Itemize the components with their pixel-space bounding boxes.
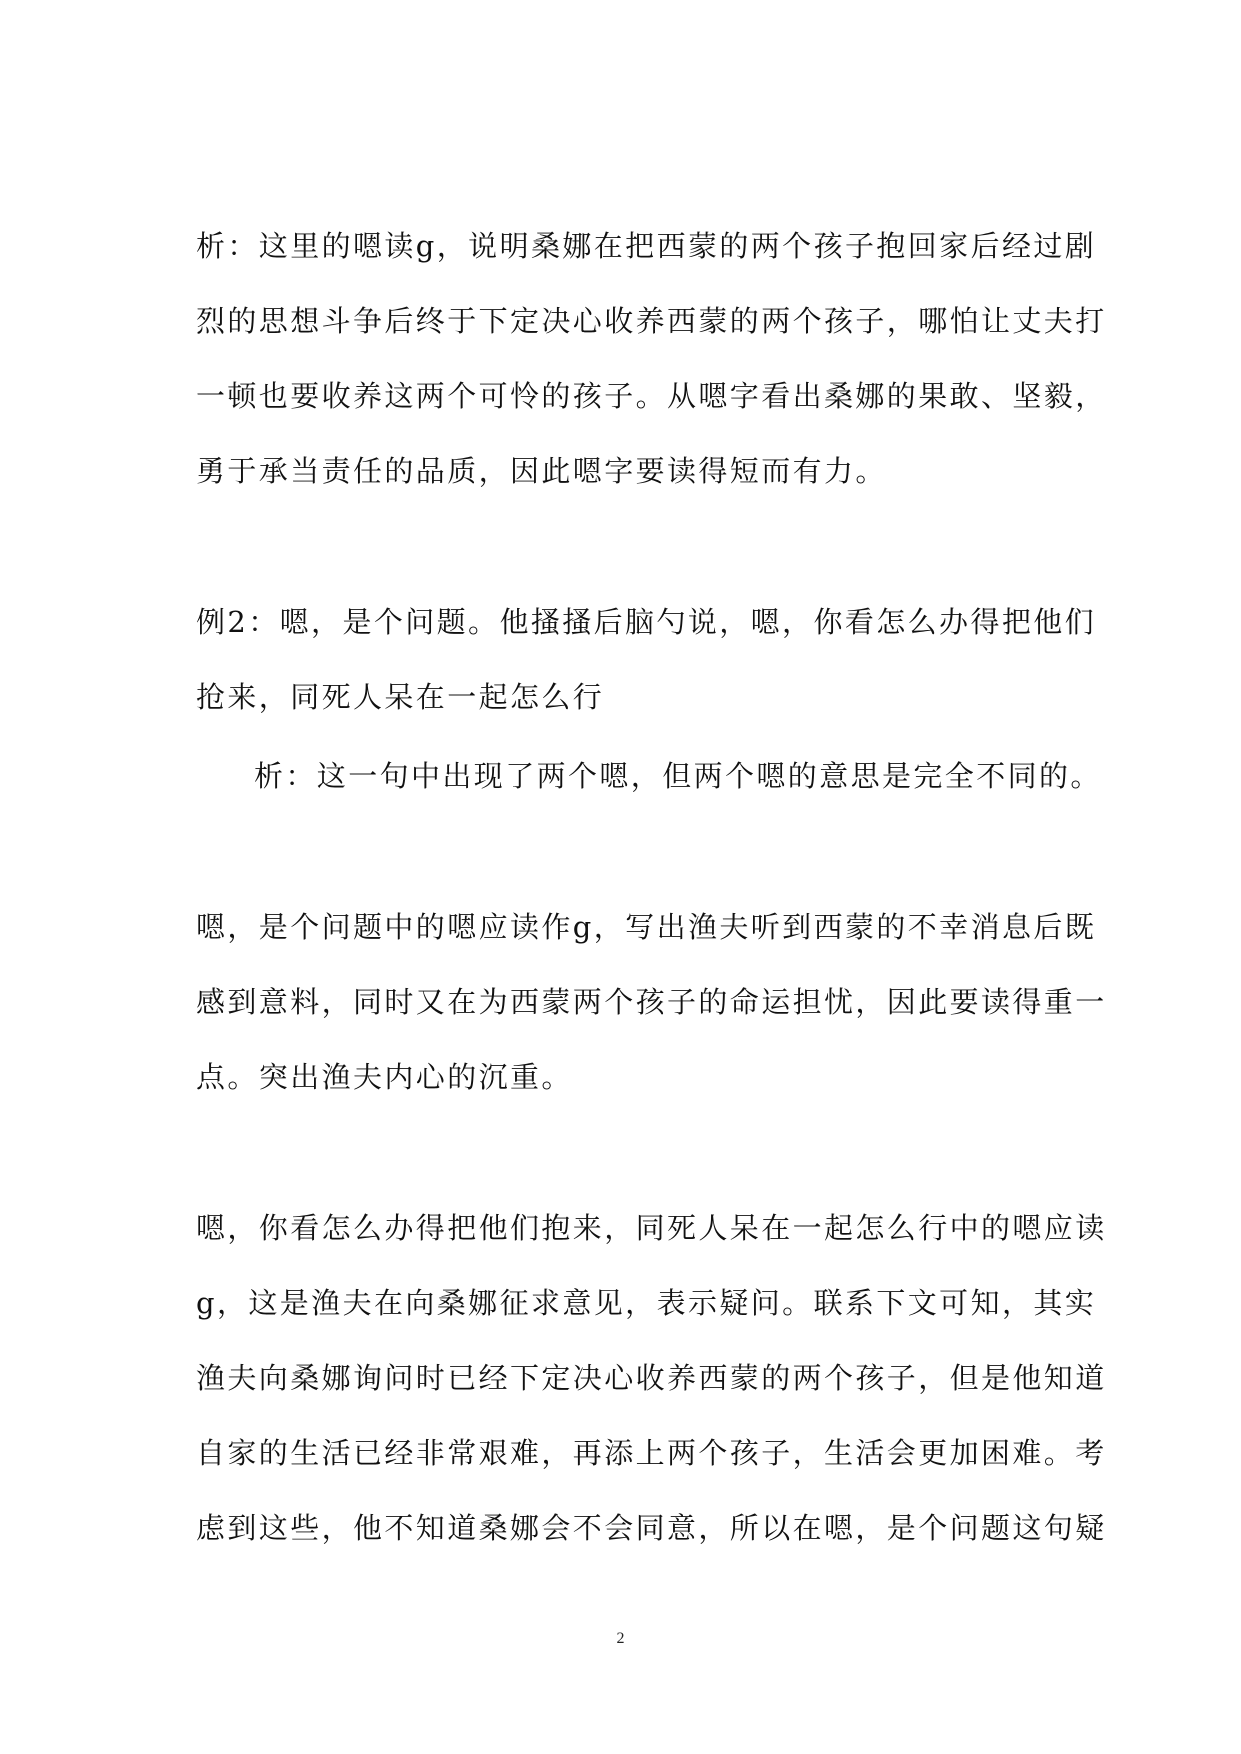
text-line: 感到意料，同时又在为西蒙两个孩子的命运担忧，因此要读得重一 [196, 985, 1107, 1019]
text-line: 虑到这些，他不知道桑娜会不会同意，所以在嗯，是个问题这句疑 [196, 1511, 1107, 1545]
text-line: 嗯，是个问题中的嗯应读作g，写出渔夫听到西蒙的不幸消息后既 [196, 910, 1097, 944]
text-line: g，这是渔夫在向桑娜征求意见，表示疑问。联系下文可知，其实 [196, 1286, 1097, 1320]
page-number: 2 [616, 1630, 625, 1647]
text-line: 点。突出渔夫内心的沉重。 [196, 1060, 573, 1094]
text-line: 一顿也要收养这两个可怜的孩子。从嗯字看出桑娜的果敢、坚毅， [196, 379, 1107, 413]
text-line: 抢来，同死人呆在一起怎么行 [196, 680, 605, 714]
text-line: 自家的生活已经非常艰难，再添上两个孩子，生活会更加困难。考 [196, 1436, 1107, 1470]
text-line: 析：这一句中出现了两个嗯，但两个嗯的意思是完全不同的。 [254, 759, 1102, 793]
text-line: 嗯，你看怎么办得把他们抱来，同死人呆在一起怎么行中的嗯应读 [196, 1211, 1107, 1245]
text-line: 析：这里的嗯读g，说明桑娜在把西蒙的两个孩子抱回家后经过剧 [196, 229, 1097, 263]
text-line: 例2：嗯，是个问题。他搔搔后脑勺说，嗯，你看怎么办得把他们 [196, 605, 1097, 639]
text-line: 烈的思想斗争后终于下定决心收养西蒙的两个孩子，哪怕让丈夫打 [196, 304, 1107, 338]
text-line: 渔夫向桑娜询问时已经下定决心收养西蒙的两个孩子，但是他知道 [196, 1361, 1107, 1395]
text-line: 勇于承当责任的品质，因此嗯字要读得短而有力。 [196, 454, 887, 488]
